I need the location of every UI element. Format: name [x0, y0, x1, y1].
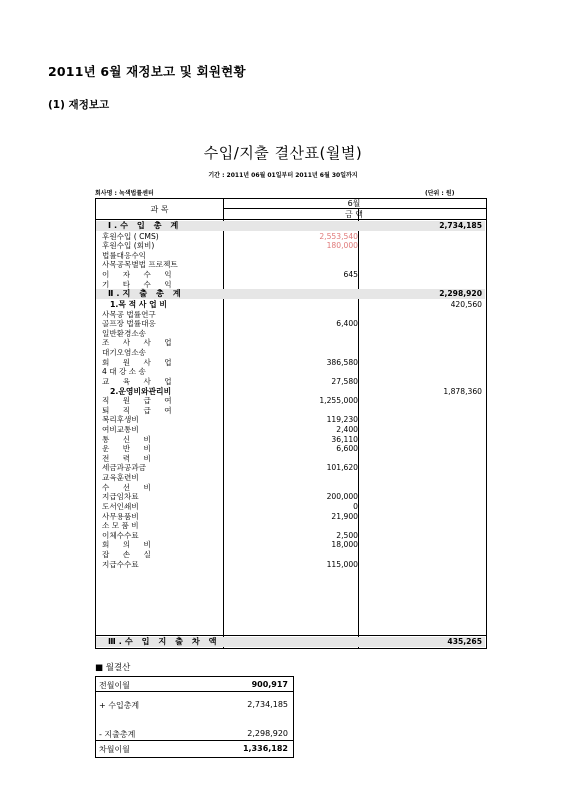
monthly-row-value: 2,298,920	[247, 729, 288, 738]
amount-header: 금 액	[345, 210, 363, 219]
table-row	[96, 435, 485, 445]
table-row	[96, 377, 485, 387]
table-row	[96, 260, 485, 270]
section-title: (1) 재정보고	[48, 99, 110, 111]
monthly-row-value: 1,336,182	[242, 744, 288, 753]
row-amount: 115,000	[326, 559, 358, 569]
row-label: Ⅲ.수 입 지 출 차 액	[108, 636, 220, 646]
table-row	[96, 406, 485, 416]
row-label: 사무용품비	[102, 511, 139, 521]
table-row	[96, 463, 485, 473]
row-label: 2.운영비와관리비	[110, 386, 172, 396]
table-row	[96, 521, 485, 531]
row-amount: 645	[343, 270, 358, 280]
table-row	[96, 221, 485, 231]
row-label: 대기오염소송	[102, 348, 147, 358]
unit-label: (단위 : 원)	[425, 190, 455, 197]
row-amount: 101,620	[326, 463, 358, 473]
row-label: Ⅱ.지 출 총 계	[108, 288, 184, 299]
row-label: 1.목 적 사 업 비	[110, 299, 167, 309]
row-label: 회 의 비	[102, 540, 157, 550]
monthly-row-value: 2,734,185	[247, 700, 288, 709]
table-row	[96, 387, 485, 397]
table-row	[96, 241, 485, 251]
row-label: 직 원 급 여	[102, 396, 178, 406]
table-row	[96, 560, 485, 570]
subject-header: 과 목	[150, 205, 169, 214]
table-row	[96, 310, 485, 320]
table-row	[96, 540, 485, 550]
row-amount: 2,400	[336, 424, 358, 434]
monthly-divider	[96, 740, 293, 741]
row-label: 소 모 품 비	[102, 521, 139, 531]
table-row	[96, 425, 485, 435]
row-amount: 0	[353, 501, 358, 511]
monthly-divider	[96, 691, 293, 692]
row-amount: 6,400	[336, 319, 358, 329]
table-row	[96, 338, 485, 348]
table-row	[96, 483, 485, 493]
difference-row-line	[96, 635, 486, 636]
row-label: 지급수수료	[102, 559, 139, 569]
row-label: 이체수수료	[102, 530, 139, 540]
row-label: 사목공목별법 프로젝트	[102, 260, 178, 270]
table-row	[96, 300, 485, 310]
row-label: 이 자 수 익	[102, 270, 178, 280]
table-row	[96, 473, 485, 483]
monthly-settlement-label: ■ 월결산	[95, 663, 131, 673]
table-row	[96, 251, 485, 261]
row-label: 잡 손 실	[102, 550, 157, 560]
income-expense-table	[95, 198, 487, 649]
row-amount: 2,500	[336, 530, 358, 540]
monthly-settlement-table	[95, 676, 294, 758]
row-total: 435,265	[447, 637, 482, 646]
row-amount: 1,255,000	[319, 396, 358, 406]
row-amount: 2,553,540	[319, 231, 358, 241]
row-amount: 6,600	[336, 444, 358, 454]
table-row	[96, 358, 485, 368]
row-label: 운 반 비	[102, 444, 157, 454]
row-label: 여비교통비	[102, 424, 139, 434]
table-row	[96, 348, 485, 358]
row-label: 전 력 비	[102, 453, 157, 463]
monthly-row-label: 차월이월	[99, 745, 130, 754]
row-label: 일반환경소송	[102, 328, 147, 338]
row-amount: 18,000	[331, 540, 358, 550]
row-label: 4 대 강 소 송	[102, 367, 146, 377]
period-text: 기간 : 2011년 06월 01일부터 2011년 6월 30일까지	[208, 172, 358, 179]
report-title: 수입/지출 결산표(월별)	[203, 144, 363, 162]
row-amount: 36,110	[331, 434, 358, 444]
row-amount: 27,580	[331, 376, 358, 386]
row-label: 교육훈련비	[102, 473, 139, 483]
table-row	[96, 367, 485, 377]
table-row	[96, 270, 485, 280]
table-row	[96, 329, 485, 339]
row-total: 2,298,920	[439, 289, 482, 299]
row-label: 퇴 직 급 여	[102, 405, 178, 415]
table-row	[96, 444, 485, 454]
row-total: 2,734,185	[439, 221, 482, 230]
row-amount: 200,000	[326, 492, 358, 502]
table-row	[96, 502, 485, 512]
monthly-row-label: + 수입총계	[99, 701, 140, 710]
monthly-row-label: - 지출총계	[99, 730, 136, 739]
organization-name: 회사명 : 녹색법률센터	[95, 190, 154, 197]
row-label: 복리후생비	[102, 415, 139, 425]
row-label: 후원수입 ( CMS)	[102, 231, 159, 241]
table-row	[96, 531, 485, 541]
row-label: 사목공 법률연구	[102, 309, 156, 319]
row-amount: 386,580	[326, 357, 358, 367]
row-label: 골프장 법률대응	[102, 319, 156, 329]
row-label: 지급임차료	[102, 492, 139, 502]
row-label: 법률대응수익	[102, 250, 147, 260]
row-amount: 21,900	[331, 511, 358, 521]
table-row	[96, 396, 485, 406]
table-row	[96, 289, 485, 299]
row-label: 회 원 사 업	[102, 357, 178, 367]
table-row	[96, 232, 485, 242]
row-label: 세금과공과금	[102, 463, 147, 473]
document-title: 2011년 6월 재정보고 및 회원현황	[48, 64, 246, 79]
table-row	[96, 492, 485, 502]
table-row	[96, 512, 485, 522]
row-label: 기 타 수 익	[102, 279, 178, 289]
table-row	[96, 454, 485, 464]
month-header: 6월	[347, 199, 361, 208]
row-label: 교 육 사 업	[102, 376, 178, 386]
row-label: Ⅰ.수 입 총 계	[108, 220, 182, 230]
row-total: 1,878,360	[443, 386, 482, 396]
row-amount: 180,000	[326, 241, 358, 251]
row-amount: 119,230	[326, 415, 358, 425]
row-label: 후원수입 (회비)	[102, 241, 155, 251]
row-total: 420,560	[450, 299, 482, 309]
row-label: 수 선 비	[102, 482, 157, 492]
table-row	[96, 319, 485, 329]
row-label: 도서인쇄비	[102, 501, 139, 511]
monthly-row-value: 900,917	[251, 680, 288, 689]
row-label: 조 사 사 업	[102, 338, 178, 348]
table-row	[96, 550, 485, 560]
monthly-row-label: 전월이월	[99, 681, 130, 690]
table-row	[96, 415, 485, 425]
row-label: 통 신 비	[102, 434, 157, 444]
table-row	[96, 637, 485, 647]
